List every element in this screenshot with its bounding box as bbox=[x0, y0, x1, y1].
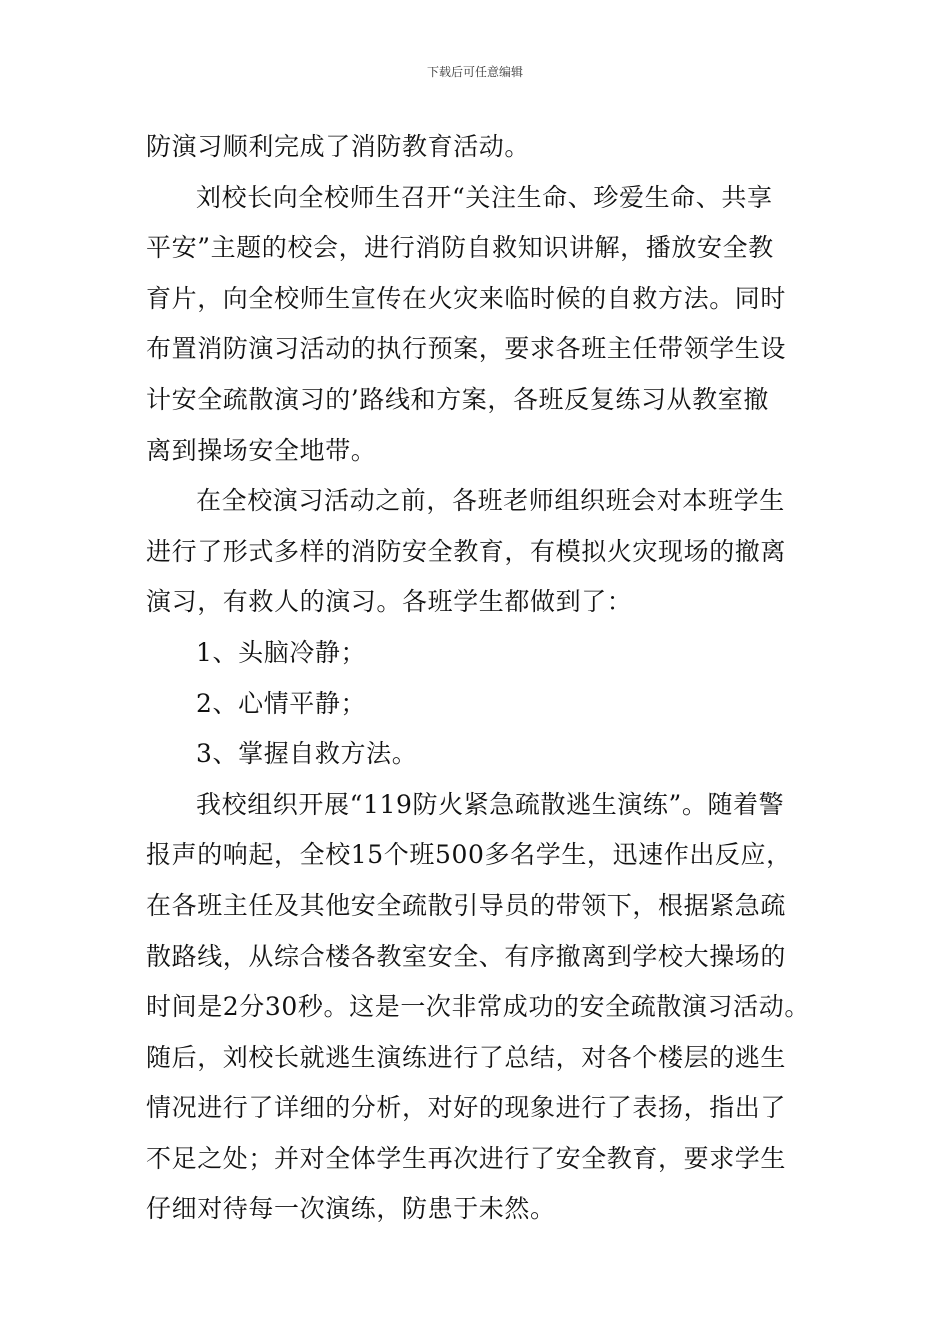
paragraph-start-line: 在全校演习活动之前，各班老师组织班会对本班学生 bbox=[196, 486, 785, 516]
document-body bbox=[146, 122, 826, 1235]
text-line: 情况进行了详细的分析，对好的现象进行了表扬，指出了 bbox=[146, 1093, 787, 1123]
text-line: 时间是2分30秒。这是一次非常成功的安全疏散演习活动。 bbox=[146, 992, 810, 1022]
text-line: 平安”主题的校会，进行消防自救知识讲解，播放安全教 bbox=[146, 233, 774, 263]
paragraph-start-line: 刘校长向全校师生召开“关注生命、珍爱生命、共享 bbox=[196, 182, 773, 212]
paragraph-start-line: 我校组织开展“119防火紧急疏散逃生演练”。随着警 bbox=[196, 789, 785, 819]
text-line: 防演习顺利完成了消防教育活动。 bbox=[146, 132, 531, 161]
text-line: 演习，有救人的演习。各班学生都做到了： bbox=[146, 587, 633, 617]
text-line: 离到操场安全地带。 bbox=[146, 435, 377, 465]
list-item: 3、掌握自救方法。 bbox=[196, 739, 418, 769]
text-line: 在各班主任及其他安全疏散引导员的带领下，根据紧急疏 bbox=[146, 890, 787, 920]
list-item: 2、心情平静； bbox=[196, 688, 367, 718]
text-line: 仔细对待每一次演练，防患于未然。 bbox=[146, 1194, 556, 1224]
text-line: 育片，向全校师生宣传在火灾来临时候的自救方法。同时 bbox=[146, 283, 787, 313]
list-item: 1、头脑冷静； bbox=[196, 637, 367, 667]
text-line: 散路线，从综合楼各教室安全、有序撤离到学校大操场的 bbox=[146, 941, 787, 971]
text-line: 计安全疏散演习的’路线和方案，各班反复练习从教室撤 bbox=[146, 384, 769, 414]
text-line: 进行了形式多样的消防安全教育，有模拟火灾现场的撤离 bbox=[146, 536, 787, 566]
page-header-note: 下载后可任意编辑 bbox=[426, 65, 523, 79]
text-line: 随后，刘校长就逃生演练进行了总结，对各个楼层的逃生 bbox=[146, 1042, 787, 1072]
text-line: 不足之处；并对全体学生再次进行了安全教育，要求学生 bbox=[146, 1143, 787, 1173]
text-line: 布置消防演习活动的执行预案，要求各班主任带领学生设 bbox=[146, 334, 787, 364]
text-line: 报声的响起，全校15个班500多名学生，迅速作出反应， bbox=[146, 840, 792, 870]
